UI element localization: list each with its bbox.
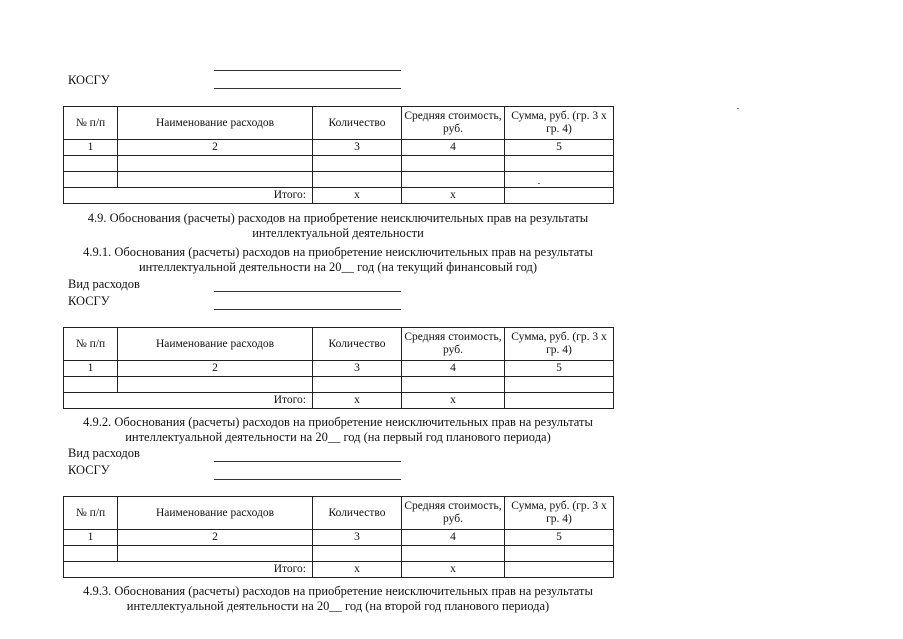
total-row <box>64 188 614 204</box>
total-label: Итого: <box>64 393 313 409</box>
total-row <box>64 562 614 578</box>
col-header-avg-cost: Средняя стоимость, руб. <box>402 328 505 361</box>
vid-rashodov-underline-3 <box>214 461 401 462</box>
total-label: Итого: <box>64 562 313 578</box>
column-numbers-row <box>64 530 614 546</box>
col-header-sum: Сумма, руб. (гр. 3 х гр. 4) <box>505 107 614 140</box>
total-sum <box>505 393 614 409</box>
table-row <box>64 377 614 393</box>
total-quantity-x: х <box>313 393 402 409</box>
col-number-5: 5 <box>505 361 614 377</box>
col-number-2: 2 <box>118 361 313 377</box>
col-header-quantity: Количество <box>313 107 402 140</box>
col-header-number: № п/п <box>64 497 118 530</box>
table-header-row <box>64 497 614 530</box>
col-number-1: 1 <box>64 530 118 546</box>
col-number-3: 3 <box>313 361 402 377</box>
vid-rashodov-underline-2 <box>214 291 401 292</box>
col-header-avg-cost: Средняя стоимость, руб. <box>402 107 505 140</box>
total-avg-cost-x: х <box>402 393 505 409</box>
table-row <box>64 172 614 188</box>
expense-table-1 <box>63 106 614 204</box>
column-numbers-row <box>64 140 614 156</box>
col-header-sum: Сумма, руб. (гр. 3 х гр. 4) <box>505 328 614 361</box>
column-numbers-row <box>64 361 614 377</box>
col-header-number: № п/п <box>64 107 118 140</box>
vid-rashodov-label-2: Вид расходов <box>68 277 140 291</box>
col-header-number: № п/п <box>64 328 118 361</box>
kosgu-label-1: КОСГУ <box>68 73 110 87</box>
table-header-row <box>64 107 614 140</box>
scan-speck <box>538 183 540 184</box>
table-header-row <box>64 328 614 361</box>
vid-rashodov-underline-1 <box>214 70 401 71</box>
kosgu-label-3: КОСГУ <box>68 463 110 477</box>
col-header-quantity: Количество <box>313 497 402 530</box>
scan-speck <box>737 108 739 109</box>
col-number-2: 2 <box>118 140 313 156</box>
total-row <box>64 393 614 409</box>
col-header-sum: Сумма, руб. (гр. 3 х гр. 4) <box>505 497 614 530</box>
col-number-4: 4 <box>402 530 505 546</box>
section-heading-4-9-1: 4.9.1. Обоснования (расчеты) расходов на приобретение неисключительных прав на результаты интеллектуальной деятельности на 20__ год (на текущий финансовый год) <box>83 245 593 274</box>
col-number-5: 5 <box>505 530 614 546</box>
total-avg-cost-x: х <box>402 562 505 578</box>
col-header-avg-cost: Средняя стоимость, руб. <box>402 497 505 530</box>
kosgu-underline-1 <box>214 88 401 89</box>
kosgu-underline-2 <box>214 309 401 310</box>
total-avg-cost-x: х <box>402 188 505 204</box>
expense-table-2 <box>63 327 614 409</box>
col-number-2: 2 <box>118 530 313 546</box>
section-heading-4-9: 4.9. Обоснования (расчеты) расходов на приобретение неисключительных прав на результаты интеллектуальной деятельности <box>87 211 589 240</box>
col-header-quantity: Количество <box>313 328 402 361</box>
col-number-5: 5 <box>505 140 614 156</box>
col-header-name: Наименование расходов <box>118 497 313 530</box>
expense-table-3 <box>63 496 614 578</box>
section-heading-4-9-3: 4.9.3. Обоснования (расчеты) расходов на приобретение неисключительных прав на результаты интеллектуальной деятельности на 20__ год (на второй год планового периода) <box>83 584 593 613</box>
total-quantity-x: х <box>313 188 402 204</box>
col-number-3: 3 <box>313 140 402 156</box>
total-sum <box>505 188 614 204</box>
col-number-4: 4 <box>402 140 505 156</box>
table-row <box>64 156 614 172</box>
col-number-1: 1 <box>64 361 118 377</box>
col-number-4: 4 <box>402 361 505 377</box>
kosgu-underline-3 <box>214 479 401 480</box>
table-row <box>64 546 614 562</box>
vid-rashodov-label-3: Вид расходов <box>68 446 140 460</box>
total-sum <box>505 562 614 578</box>
col-number-3: 3 <box>313 530 402 546</box>
kosgu-label-2: КОСГУ <box>68 294 110 308</box>
section-heading-4-9-2: 4.9.2. Обоснования (расчеты) расходов на приобретение неисключительных прав на результаты интеллектуальной деятельности на 20__ год (на первый год планового периода) <box>83 415 593 444</box>
total-label: Итого: <box>64 188 313 204</box>
col-header-name: Наименование расходов <box>118 328 313 361</box>
col-number-1: 1 <box>64 140 118 156</box>
total-quantity-x: х <box>313 562 402 578</box>
col-header-name: Наименование расходов <box>118 107 313 140</box>
